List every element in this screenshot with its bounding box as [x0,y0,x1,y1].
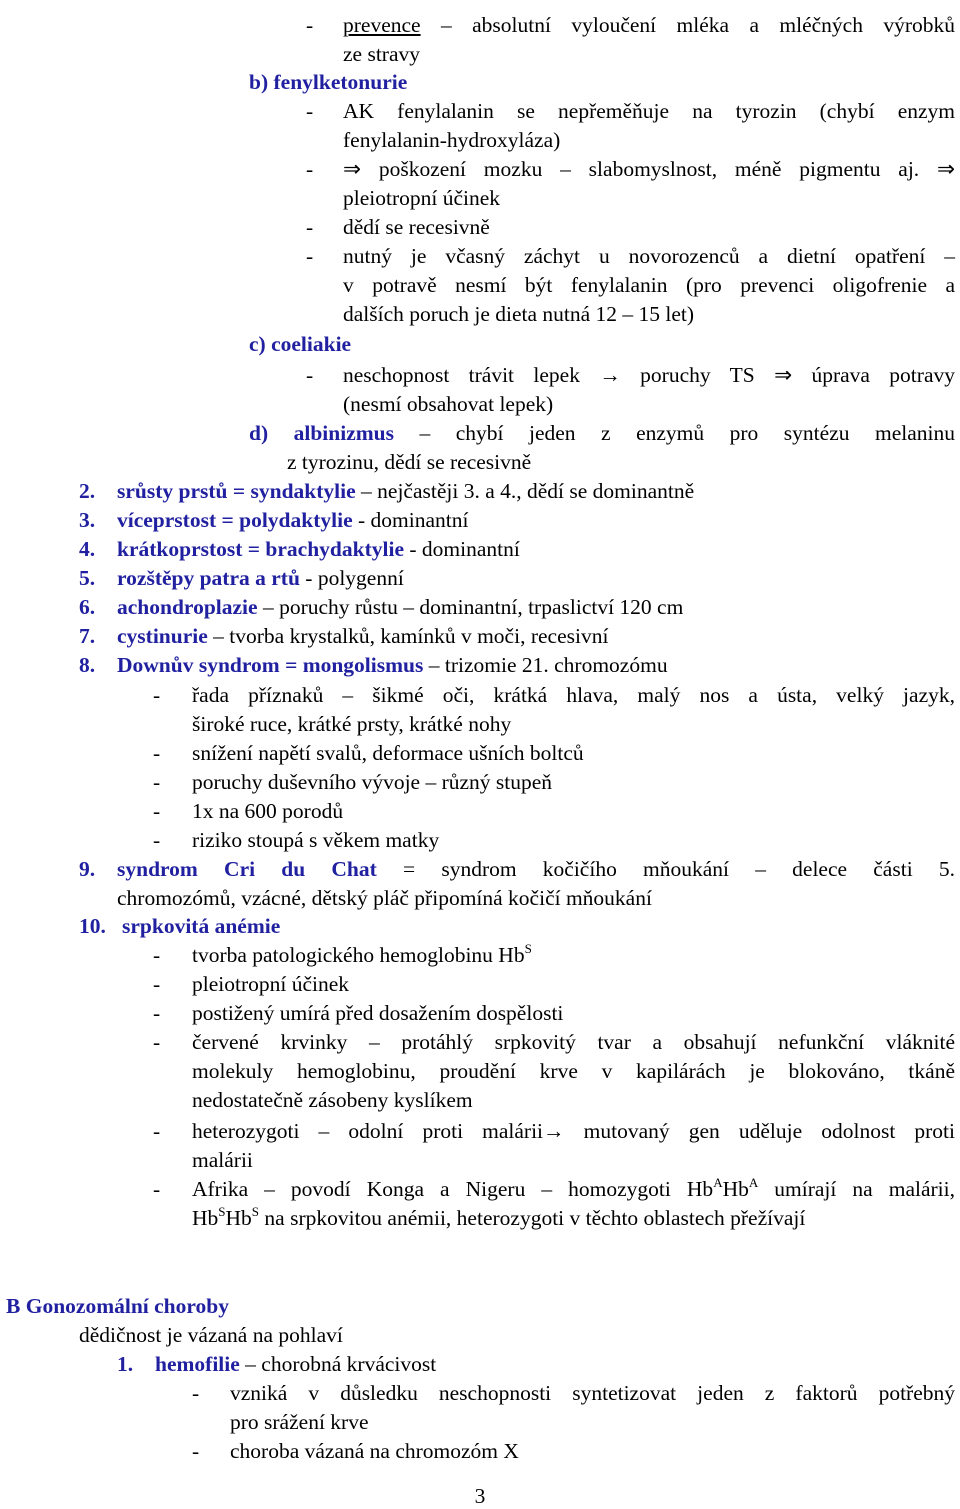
line-content [192,739,955,768]
line-content [192,1057,955,1086]
text-line [0,651,960,680]
text-run: – nejčastěji 3. a 4., dědí se dominantně [355,479,695,503]
text-run: Hb [722,1177,749,1201]
text-run: dědičnost je vázaná na pohlaví [79,1323,343,1347]
text-run: malárii [192,1148,253,1172]
page-number: 3 [474,1484,486,1508]
text-run: z tyrozinu, dědí se recesivně [287,450,532,474]
bullet-dash: - [306,13,314,37]
line-content [192,797,955,826]
text-line [0,448,960,477]
line-content [192,941,955,970]
text-line [0,184,960,213]
text-run: poruchy duševního vývoje – různý stupeň [192,770,553,794]
text-run: - dominantní [404,537,520,561]
text-line [0,1117,960,1146]
text-line [0,710,960,739]
text-line [0,941,960,970]
text-line [0,1028,960,1057]
text-line [0,1408,960,1437]
text-line [0,155,960,184]
text-line [0,68,960,97]
text-run: (nesmí obsahovat lepek) [343,392,554,416]
text-run: prevence [343,13,421,37]
bullet-dash: - [306,157,314,181]
list-number: 5. [79,566,96,590]
text-line [0,97,960,126]
term-highlight: b) fenylketonurie [249,70,408,94]
list-number: 6. [79,595,96,619]
text-run: heterozygoti – odolní proti malárii→ mutovaný gen uděluje odolnost proti [192,1119,955,1143]
text-line [0,739,960,768]
line-content [249,419,955,448]
text-run: postižený umírá před dosažením dospělosti [192,1001,564,1025]
text-line [0,11,960,40]
list-number: 10. [79,914,106,938]
text-line [0,622,960,651]
term-highlight: Downův syndrom = mongolismus [117,653,424,677]
line-content [343,126,955,155]
line-content [79,1321,955,1350]
text-run: červené krvinky – protáhlý srpkovitý tvar a obsahují nefunkční vláknité [192,1030,955,1054]
term-highlight: syndrom Cri du Chat [117,857,377,881]
line-content [343,271,955,300]
line-content [343,11,955,40]
line-content [117,477,955,506]
bullet-dash: - [153,1119,161,1143]
term-highlight: achondroplazie [117,595,258,619]
text-run: – tvorba krystalků, kamínků v moči, recesivní [207,624,609,648]
bullet-dash: - [306,244,314,268]
bullet-dash: - [306,99,314,123]
text-run: umírají na malárii, [758,1177,956,1201]
text-run: Hb [192,1206,219,1230]
line-content [343,213,955,242]
text-run: na srpkovitou anémii, heterozygoti v těchto oblastech přežívají [259,1206,806,1230]
text-line [0,970,960,999]
list-number: 2. [79,479,96,503]
text-run: – trizomie 21. chromozómu [423,653,668,677]
term-highlight: víceprstost = polydaktylie [117,508,353,532]
text-run: široké ruce, krátké prsty, krátké nohy [192,712,512,736]
line-content [192,826,955,855]
list-number: 9. [79,857,96,881]
list-number: 3. [79,508,96,532]
line-content [192,1175,955,1204]
bullet-dash: - [153,1001,161,1025]
text-line [0,213,960,242]
line-content [343,300,955,329]
line-content [192,1086,955,1115]
line-content [287,448,955,477]
line-content [343,155,955,184]
bullet-dash: - [153,828,161,852]
text-run: 1x na 600 porodů [192,799,344,823]
text-line [0,330,960,359]
line-content [192,1204,955,1233]
text-run: v potravě nesmí být fenylalanin (pro prevenci oligofrenie a [343,273,955,297]
text-run: choroba vázaná na chromozóm X [230,1439,519,1463]
text-run: nutný je včasný záchyt u novorozenců a dietní opatření – [343,244,955,268]
text-run: fenylalanin-hydroxyláza) [343,128,561,152]
term-highlight: c) coeliakie [249,332,352,356]
text-line [0,912,960,941]
text-line [0,564,960,593]
line-content [117,564,955,593]
text-line [0,1350,960,1379]
text-line [0,884,960,913]
bullet-dash: - [153,1030,161,1054]
bullet-dash: - [153,770,161,794]
list-number: 4. [79,537,96,561]
text-line [0,681,960,710]
bullet-dash: - [153,972,161,996]
text-run: riziko stoupá s věkem matky [192,828,440,852]
list-number: 1. [117,1352,134,1376]
line-content [343,97,955,126]
superscript: S [218,1204,226,1219]
bullet-dash: - [192,1439,200,1463]
text-line [0,1086,960,1115]
text-run: dědí se recesivně [343,215,490,239]
line-content [230,1408,955,1437]
line-content [192,1117,955,1146]
text-line [0,477,960,506]
text-run: snížení napětí svalů, deformace ušních boltců [192,741,584,765]
text-run: ze stravy [343,42,421,66]
bullet-dash: - [153,943,161,967]
line-content [155,1350,955,1379]
text-line [0,1379,960,1408]
line-content [249,68,955,97]
text-line [0,1146,960,1175]
line-content [6,1292,955,1321]
line-content [192,1146,955,1175]
term-highlight: rozštěpy patra a rtů [117,566,300,590]
text-line [0,361,960,390]
line-content [117,651,955,680]
text-run: tvorba patologického hemoglobinu Hb [192,943,525,967]
term-highlight: d) albinizmus [249,421,394,445]
line-content [192,999,955,1028]
bullet-dash: - [153,799,161,823]
text-run: pro srážení krve [230,1410,369,1434]
line-content [192,710,955,739]
text-run: – poruchy růstu – dominantní, trpaslictví 120 cm [257,595,684,619]
text-line [0,999,960,1028]
text-run: pleiotropní účinek [343,186,501,210]
bullet-dash: - [306,363,314,387]
text-run: – chybí jeden z enzymů pro syntézu melaninu [393,421,955,445]
text-line [0,768,960,797]
line-content [192,768,955,797]
bullet-dash: - [153,683,161,707]
text-line [0,271,960,300]
text-line [0,390,960,419]
line-content [249,330,955,359]
line-content [343,361,955,390]
superscript: A [713,1175,723,1190]
line-content [192,970,955,999]
text-line [0,1292,960,1321]
text-line [0,797,960,826]
superscript: S [251,1204,260,1219]
term-highlight: cystinurie [117,624,208,648]
term-highlight: hemofilie [155,1352,240,1376]
text-run: – absolutní vyloučení mléka a mléčných výrobků [420,13,955,37]
text-line [0,1321,960,1350]
superscript: S [524,941,532,956]
bullet-dash: - [306,215,314,239]
list-number: 8. [79,653,96,677]
list-number: 7. [79,624,96,648]
term-highlight: krátkoprstost = brachydaktylie [117,537,404,561]
text-line [0,1437,960,1466]
text-run: Afrika – povodí Konga a Nigeru – homozygoti Hb [192,1177,714,1201]
line-content [122,912,955,941]
text-run: molekuly hemoglobinu, proudění krve v kapilárách je blokováno, tkáně [192,1059,955,1083]
text-line [0,535,960,564]
text-line [0,1175,960,1204]
text-run: neschopnost trávit lepek → poruchy TS ⇒ úprava potravy [343,363,955,387]
line-content [117,622,955,651]
term-highlight: srůsty prstů = syndaktylie [117,479,356,503]
line-content [117,855,955,884]
bullet-dash: - [192,1381,200,1405]
line-content [343,242,955,271]
text-run: řada příznaků – šikmé oči, krátká hlava, malý nos a ústa, velký jazyk, [192,683,955,707]
bullet-dash: - [153,741,161,765]
line-content [192,681,955,710]
text-run: dalších poruch je dieta nutná 12 – 15 let) [343,302,695,326]
text-run: vzniká v důsledku neschopnosti syntetizovat jeden z faktorů potřebný [230,1381,955,1405]
text-line [0,593,960,622]
line-content [230,1379,955,1408]
text-line [0,1204,960,1233]
term-highlight: B Gonozomální choroby [6,1294,229,1318]
bullet-dash: - [153,1177,161,1201]
text-run: Hb [225,1206,252,1230]
text-run: nedostatečně zásobeny kyslíkem [192,1088,473,1112]
text-line [0,1057,960,1086]
text-line [0,506,960,535]
superscript: A [748,1175,759,1190]
text-run: ⇒ poškození mozku – slabomyslnost, méně pigmentu aj. ⇒ [343,157,955,181]
text-run: – chorobná krvácivost [239,1352,437,1376]
text-line [0,419,960,448]
line-content [117,506,955,535]
line-content [117,535,955,564]
text-line [0,40,960,69]
text-run: - dominantní [352,508,469,532]
line-content [117,593,955,622]
term-highlight: srpkovitá anémie [122,914,281,938]
text-line [0,126,960,155]
text-line [0,242,960,271]
line-content [192,1028,955,1057]
line-content [343,390,955,419]
text-run: pleiotropní účinek [192,972,350,996]
line-content [343,184,955,213]
line-content [230,1437,955,1466]
text-run: = syndrom kočičího mňoukání – delece části 5. [376,857,955,881]
line-content [117,884,955,913]
text-line [0,855,960,884]
line-content [343,40,955,69]
text-run: - polygenní [299,566,404,590]
text-run: AK fenylalanin se nepřeměňuje na tyrozin (chybí enzym [343,99,955,123]
text-run: chromozómů, vzácné, dětský pláč připomíná kočičí mňoukání [117,886,652,910]
text-line [0,300,960,329]
text-line [0,826,960,855]
